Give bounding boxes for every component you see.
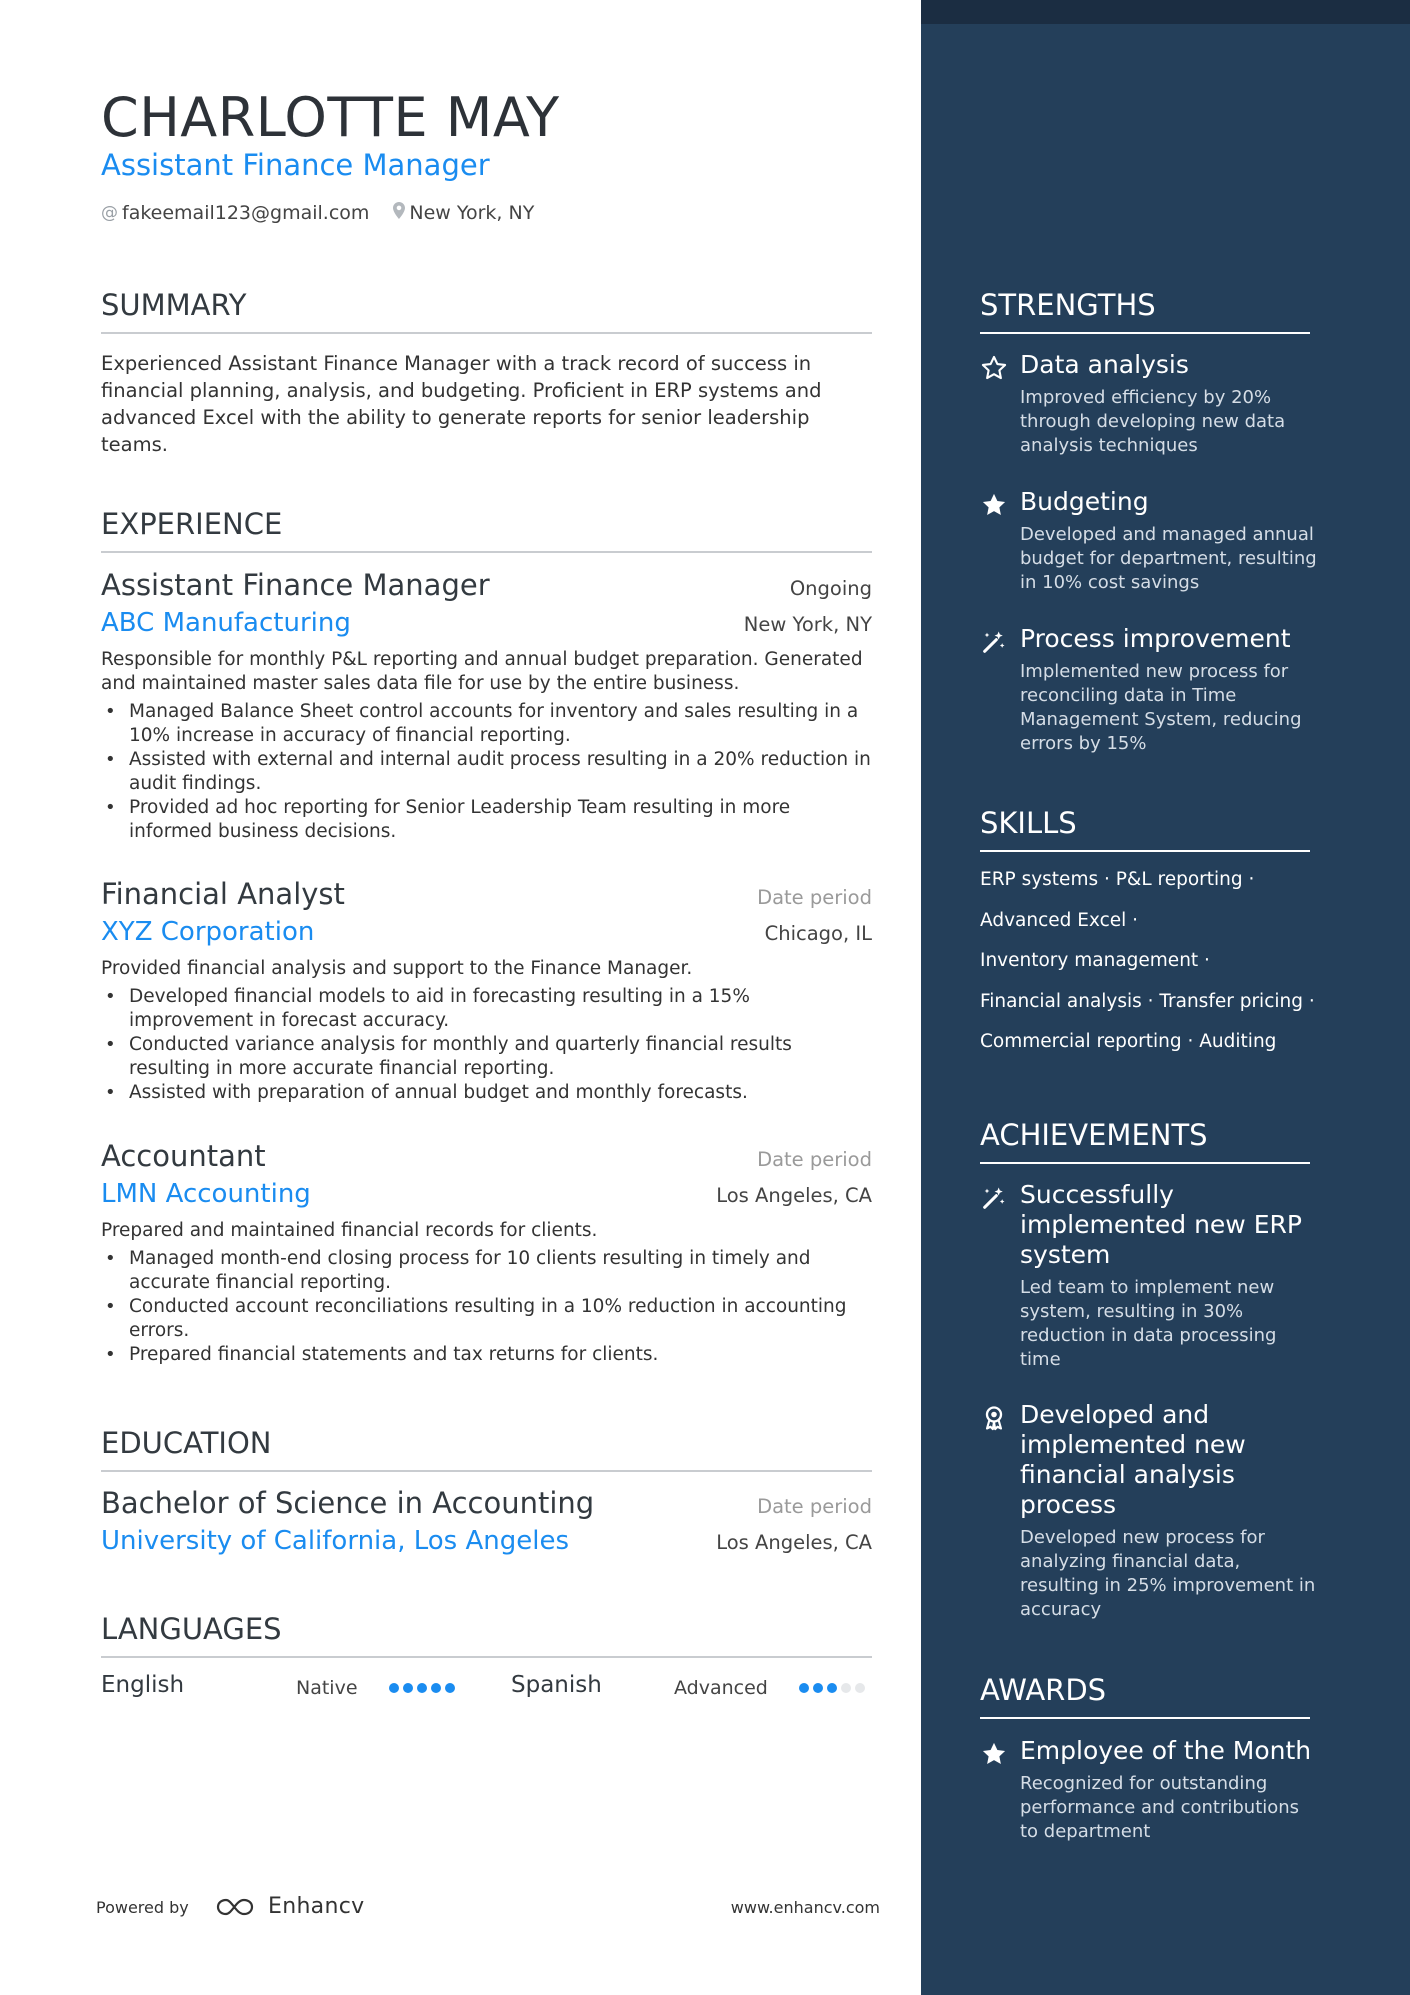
award-title: Employee of the Month <box>1020 1736 1312 1765</box>
map-pin-icon <box>393 202 405 224</box>
achievement-item <box>980 1400 1320 1622</box>
summary-text: Experienced Assistant Finance Manager with a track record of success in financial planning, analysis, and budgeting. Proficient in ERP systems and advanced Excel with the ability to generate reports for senior leadership teams. <box>101 352 822 456</box>
job-company: LMN Accounting <box>101 1179 311 1209</box>
achievement-description: Led team to implement new system, resulting in 30% reduction in data processing time <box>1020 1277 1277 1370</box>
degree-title: Bachelor of Science in Accounting <box>101 1486 595 1520</box>
languages-heading: LANGUAGES <box>101 1612 872 1658</box>
school-name: University of California, Los Angeles <box>101 1526 570 1556</box>
job-bullets <box>101 700 872 844</box>
job-description: Provided financial analysis and support to the Finance Manager. <box>101 958 693 979</box>
job-location: Chicago, IL <box>764 922 872 945</box>
rating-dot-empty <box>855 1683 865 1693</box>
email-contact[interactable] <box>101 202 369 224</box>
bullet-item: • Conducted variance analysis for monthly and quarterly financial results resulting in more accurate financial reporting. <box>101 1033 872 1081</box>
experience-entry <box>101 568 872 844</box>
powered-by-text: Powered by <box>96 1898 189 1917</box>
bullet-item: • Assisted with external and internal audit process resulting in a 20% reduction in audit findings. <box>101 748 872 796</box>
infinity-logo-icon <box>214 1896 260 1918</box>
strength-item <box>980 487 1320 595</box>
strengths-heading: STRENGTHS <box>980 288 1310 334</box>
education-heading: EDUCATION <box>101 1426 872 1472</box>
school-location: Los Angeles, CA <box>716 1531 872 1554</box>
job-location: Los Angeles, CA <box>716 1184 872 1207</box>
rating-dot-filled <box>403 1683 413 1693</box>
rating-dot-filled <box>445 1683 455 1693</box>
award-description: Recognized for outstanding performance and contributions to department <box>1020 1773 1300 1842</box>
language-rating <box>799 1683 865 1693</box>
job-location: New York, NY <box>743 613 872 636</box>
achievement-description: Developed new process for analyzing financial data, resulting in 25% improvement in accuracy <box>1020 1527 1316 1620</box>
location-text: New York, NY <box>409 202 535 224</box>
star-outline-icon <box>980 354 1008 382</box>
rating-dot-filled <box>813 1683 823 1693</box>
star-filled-icon <box>980 1740 1008 1768</box>
contact-info <box>101 202 534 224</box>
job-title: Financial Analyst <box>101 877 345 911</box>
bullet-item: • Developed financial models to aid in forecasting resulting in a 15% improvement in forecast accuracy. <box>101 985 872 1033</box>
skill-line: Commercial reporting · Auditing <box>980 1031 1277 1052</box>
languages-list <box>101 1672 872 1706</box>
rating-dot-empty <box>841 1683 851 1693</box>
rating-dot-filled <box>799 1683 809 1693</box>
enhancv-logo[interactable] <box>214 1894 364 1919</box>
job-description: Responsible for monthly P&L reporting and annual budget preparation. Generated and maintained master sales data file for use by the entire business. <box>101 649 863 694</box>
star-filled-icon <box>980 491 1008 519</box>
rating-dot-filled <box>431 1683 441 1693</box>
bullet-item: • Managed Balance Sheet control accounts for inventory and sales resulting in a 10% increase in accuracy of financial reporting. <box>101 700 872 748</box>
skill-line: ERP systems · P&L reporting · <box>980 869 1255 890</box>
job-company: XYZ Corporation <box>101 917 315 947</box>
job-date: Ongoing <box>789 577 872 600</box>
skill-line: Advanced Excel · <box>980 909 1139 931</box>
award-ribbon-icon <box>980 1404 1008 1432</box>
bullet-item: • Prepared financial statements and tax returns for clients. <box>101 1343 872 1367</box>
sidebar <box>921 0 1410 1995</box>
candidate-name: CHARLOTTE MAY <box>101 86 560 149</box>
location-contact <box>393 202 534 224</box>
language-level: Advanced <box>674 1677 768 1699</box>
rating-dot-filled <box>389 1683 399 1693</box>
email-text: fakeemail123@gmail.com <box>122 202 370 224</box>
skills-heading: SKILLS <box>980 806 1310 852</box>
language-name: Spanish <box>511 1672 602 1698</box>
award-item <box>980 1736 1320 1844</box>
job-date: Date period <box>757 886 872 909</box>
candidate-title: Assistant Finance Manager <box>101 148 490 182</box>
job-description: Prepared and maintained financial records for clients. <box>101 1220 598 1241</box>
footer <box>96 1894 880 1922</box>
job-date: Date period <box>757 1148 872 1171</box>
awards-heading: AWARDS <box>980 1673 1310 1719</box>
skill-line: Inventory management · <box>980 950 1210 971</box>
experience-heading: EXPERIENCE <box>101 507 872 553</box>
skills-list <box>980 866 1320 1069</box>
strength-description: Improved efficiency by 20% through developing new data analysis techniques <box>1020 387 1286 456</box>
rating-dot-filled <box>417 1683 427 1693</box>
achievement-title: Developed and implemented new financial analysis process <box>1020 1400 1246 1519</box>
achievement-item <box>980 1180 1320 1372</box>
achievement-title: Successfully implemented new ERP system <box>1020 1180 1302 1269</box>
strength-title: Budgeting <box>1020 487 1149 516</box>
job-title: Assistant Finance Manager <box>101 568 490 602</box>
education-date: Date period <box>757 1495 872 1518</box>
job-bullets <box>101 1247 872 1367</box>
job-bullets <box>101 985 872 1105</box>
education-entry <box>101 1486 872 1556</box>
language-name: English <box>101 1672 185 1698</box>
strength-title: Process improvement <box>1020 624 1291 653</box>
sidebar-top-bar <box>921 0 1410 24</box>
strength-title: Data analysis <box>1020 350 1189 379</box>
experience-entry <box>101 877 872 1105</box>
language-rating <box>389 1683 455 1693</box>
at-icon: @ <box>101 203 118 223</box>
bullet-item: • Assisted with preparation of annual budget and monthly forecasts. <box>101 1081 872 1105</box>
achievements-heading: ACHIEVEMENTS <box>980 1118 1310 1164</box>
strength-description: Implemented new process for reconciling data in Time Management System, reducing errors by 15% <box>1020 661 1302 754</box>
strength-item <box>980 350 1320 458</box>
strength-item <box>980 624 1320 756</box>
magic-wand-icon <box>980 628 1008 656</box>
magic-wand-icon <box>980 1184 1008 1212</box>
experience-entry <box>101 1139 872 1367</box>
skill-line: Financial analysis · Transfer pricing · <box>980 990 1315 1012</box>
summary-heading: SUMMARY <box>101 288 872 334</box>
language-level: Native <box>296 1677 358 1699</box>
website-link[interactable]: www.enhancv.com <box>730 1898 880 1917</box>
rating-dot-filled <box>827 1683 837 1693</box>
strength-description: Developed and managed annual budget for department, resulting in 10% cost savings <box>1020 524 1317 593</box>
job-title: Accountant <box>101 1139 266 1173</box>
brand-name: Enhancv <box>268 1894 365 1919</box>
bullet-item: • Conducted account reconciliations resulting in a 10% reduction in accounting errors. <box>101 1295 872 1343</box>
bullet-item: • Managed month-end closing process for 10 clients resulting in timely and accurate financial reporting. <box>101 1247 872 1295</box>
job-company: ABC Manufacturing <box>101 608 351 638</box>
bullet-item: • Provided ad hoc reporting for Senior Leadership Team resulting in more informed business decisions. <box>101 796 872 844</box>
